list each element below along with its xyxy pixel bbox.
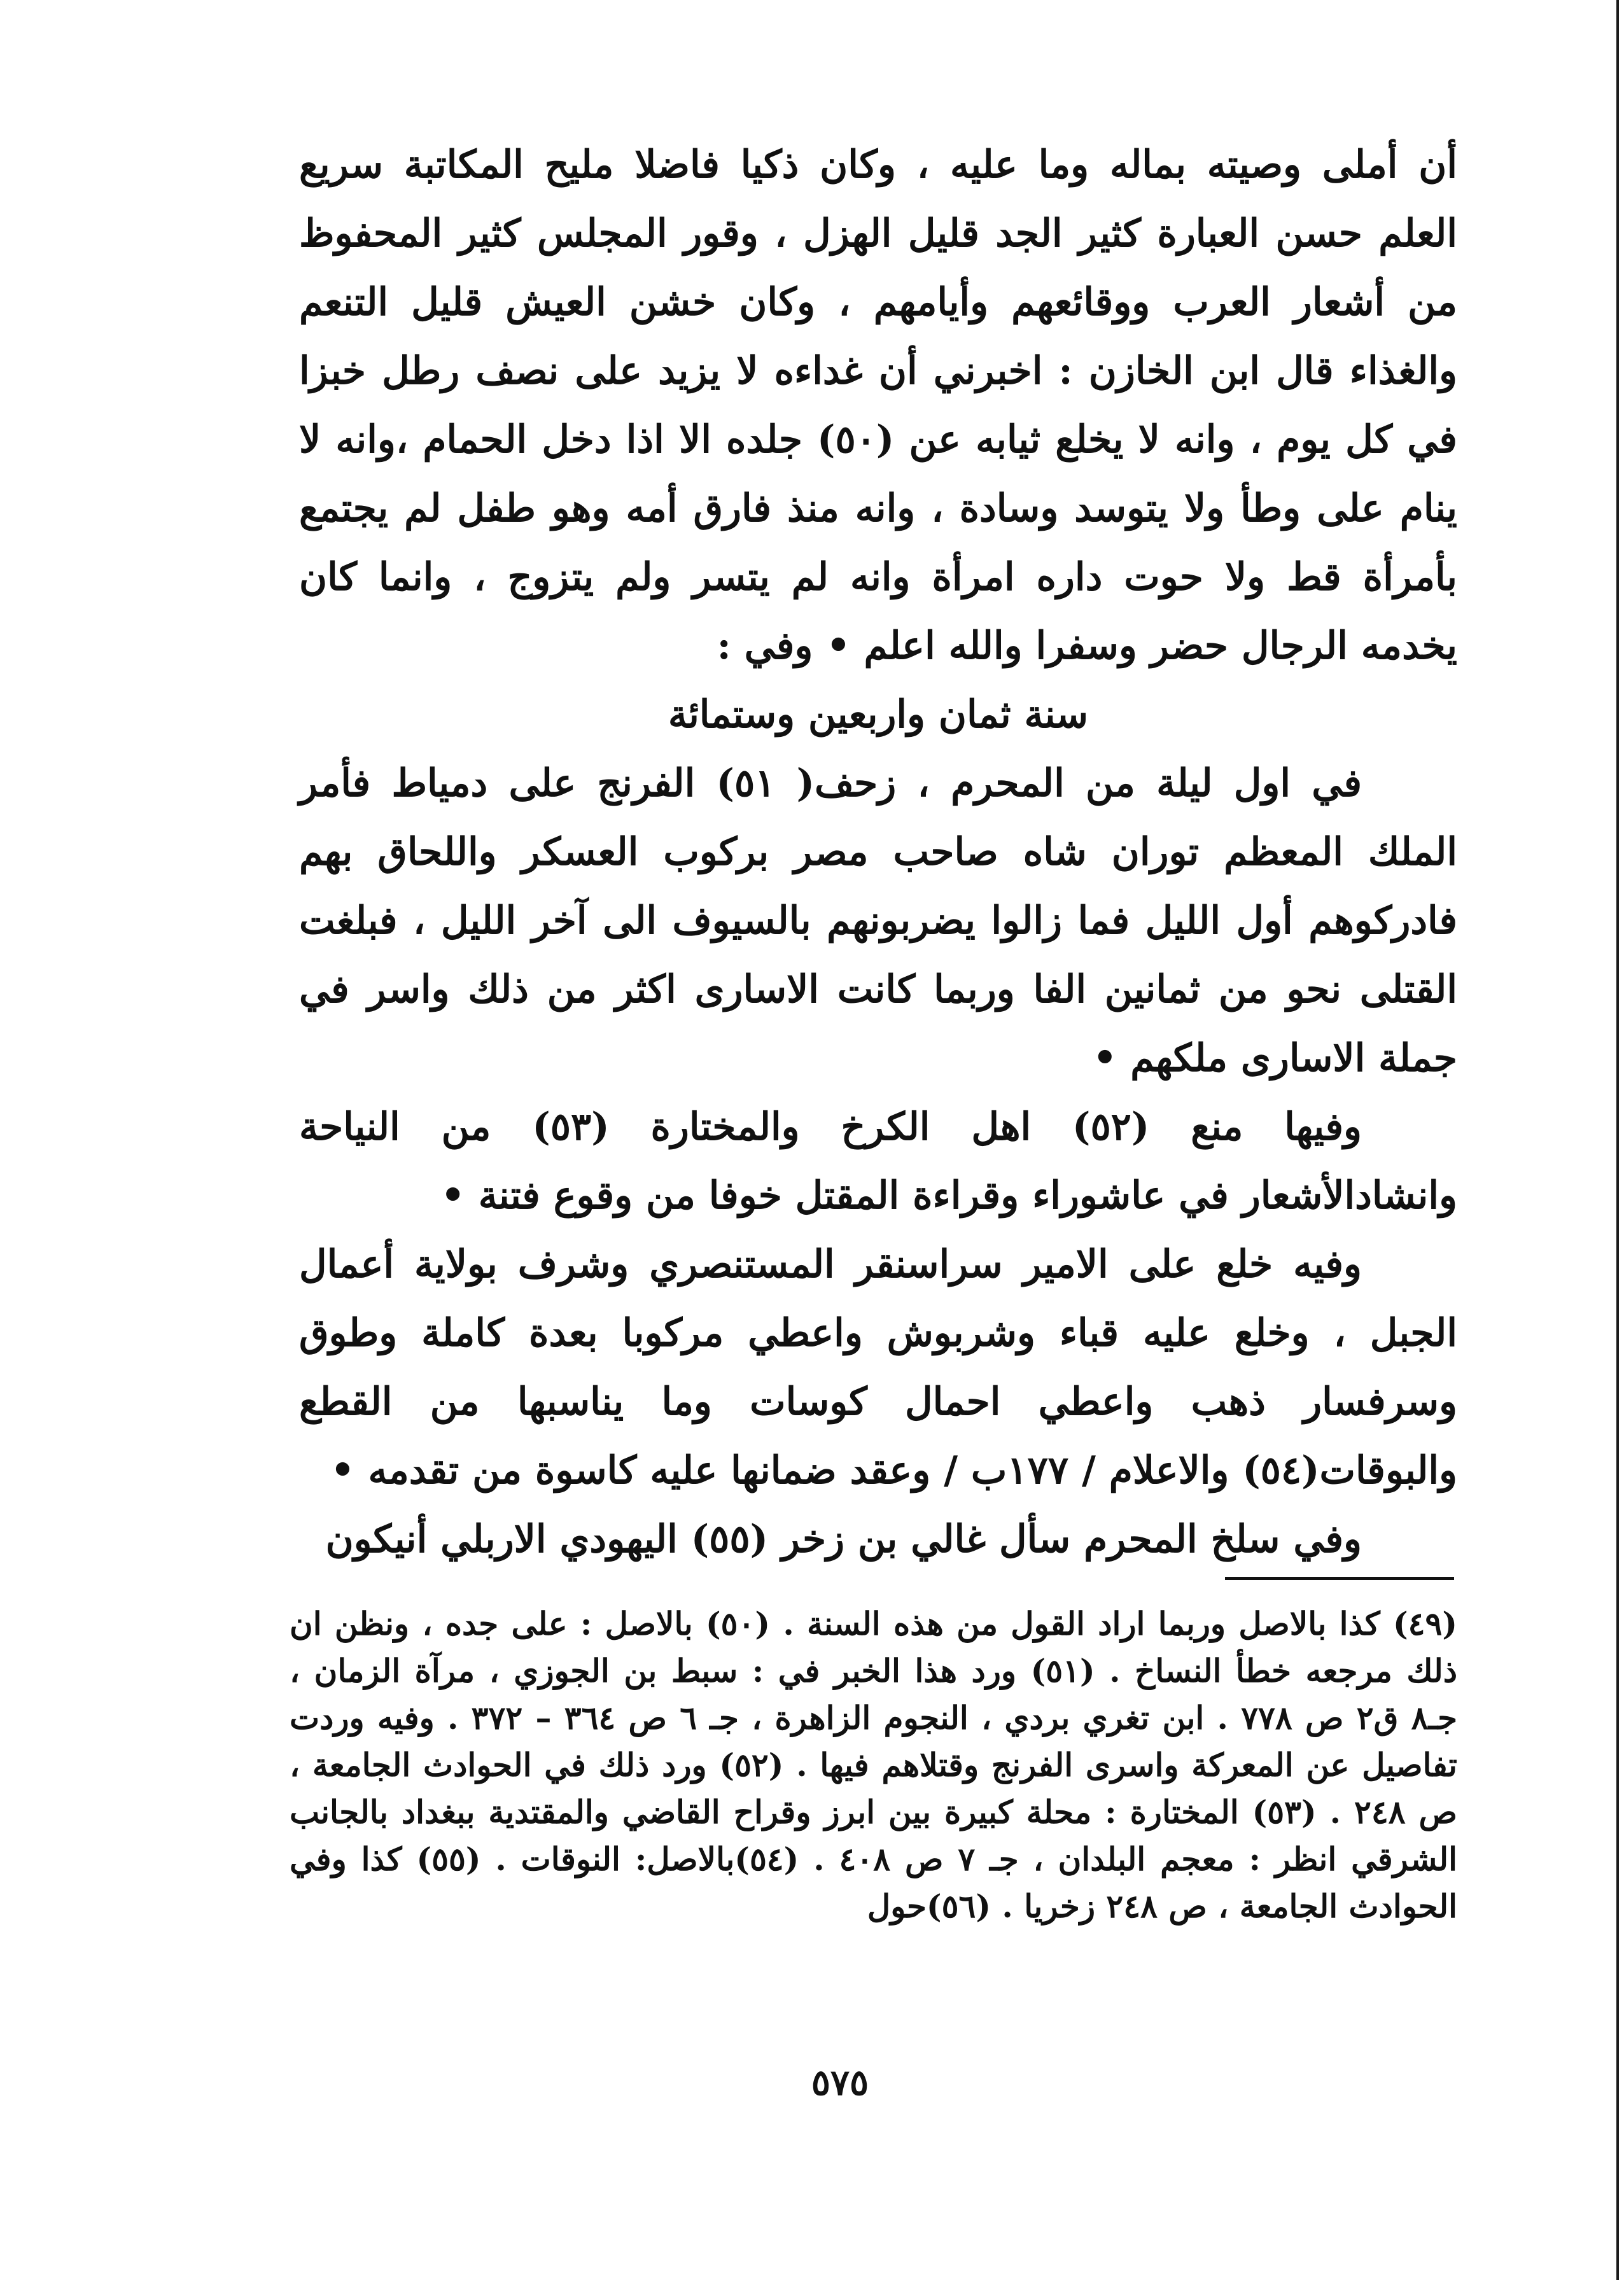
section-heading-year: سنة ثمان واربعين وستمائة — [668, 692, 1089, 737]
page-number: ٥٧٥ — [811, 2062, 869, 2104]
body-paragraph-2: في اول ليلة من المحرم ، زحف( ٥١) الفرنج على دمياط فأمر الملك المعظم توران شاه صاحب مصر بركوب العسكر واللحاق بهم فادركوهم أول الليل فما زالوا يضربونهم بالسيوف الى آخر الليل ، فبلغت القتلى نحو من ثمانين الفا وربما كانت الاسارى اكثر من ذلك واسر في جملة الاسارى ملكهم • — [299, 761, 1457, 1081]
footnotes-block — [290, 1600, 1457, 1930]
main-text-block — [299, 130, 1457, 1574]
footnote-divider — [1225, 1577, 1454, 1580]
body-paragraph-3: وفيها منع (٥٢) اهل الكرخ والمختارة (٥٣) من النياحة وانشادالأشعار في عاشوراء وقراءة المقتل خوفا من وقوع فتنة • — [299, 1105, 1457, 1218]
body-paragraph-5: وفي سلخ المحرم سأل غالي بن زخر (٥٥) اليهودي الاربلي أنيكون — [325, 1517, 1362, 1562]
body-paragraph-4: وفيه خلع على الامير سراسنقر المستنصري وشرف بولاية أعمال الجبل ، وخلع عليه قباء وشربوش واعطي مركوبا بعدة كاملة وطوق وسرفسار ذهب واعطي احمال كوسات وما يناسبها من القطع والبوقات(٥٤) والاعلام / ١٧٧ب / وعقد ضمانها عليه كاسوة من تقدمه • — [299, 1242, 1457, 1493]
body-paragraph-1: أن أملى وصيته بماله وما عليه ، وكان ذكيا فاضلا مليح المكاتبة سريع العلم حسن العبارة كثير الجد قليل الهزل ، وقور المجلس كثير المحفوظ من أشعار العرب ووقائعهم وأيامهم ، وكان خشن العيش قليل التنعم والغذاء قال ابن الخازن : اخبرني أن غداءه لا يزيد على نصف رطل خبزا في كل يوم ، وانه لا يخلع ثيابه عن (٥٠) جلده الا اذا دخل الحمام ،وانه لا ينام على وطأ ولا يتوسد وسادة ، وانه منذ فارق أمه وهو طفل لم يجتمع بأمرأة قط ولا حوت داره امرأة وانه لم يتسر ولم يتزوج ، وانما كان يخدمه الرجال حضر وسفرا والله اعلم • وفي : — [299, 143, 1457, 668]
body-text — [299, 130, 1457, 1574]
page-edge-line — [1616, 0, 1619, 2280]
footnotes-text: (٤٩) كذا بالاصل وربما اراد القول من هذه السنة . (٥٠) بالاصل : على جده ، ونظن ان ذلك مرجعه خطأ النساخ . (٥١) ورد هذا الخبر في : سبط بن الجوزي ، مرآة الزمان ، جـ٨ ق٢ ص ٧٧٨ . ابن تغري بردي ، النجوم الزاهرة ، جـ ٦ ص ٣٦٤ – ٣٧٢ . وفيه وردت تفاصيل عن المعركة واسرى الفرنج وقتلاهم فيها . (٥٢) ورد ذلك في الحوادث الجامعة ، ص ٢٤٨ . (٥٣) المختارة : محلة كبيرة بين ابرز وقراح القاضي والمقتدية ببغداد بالجانب الشرقي انظر : معجم البلدان ، جـ ٧ ص ٤٠٨ . (٥٤)بالاصل: النوقات . (٥٥) كذا وفي الحوادث الجامعة ، ص ٢٤٨ زخريا . (٥٦)حول — [290, 1605, 1458, 1925]
